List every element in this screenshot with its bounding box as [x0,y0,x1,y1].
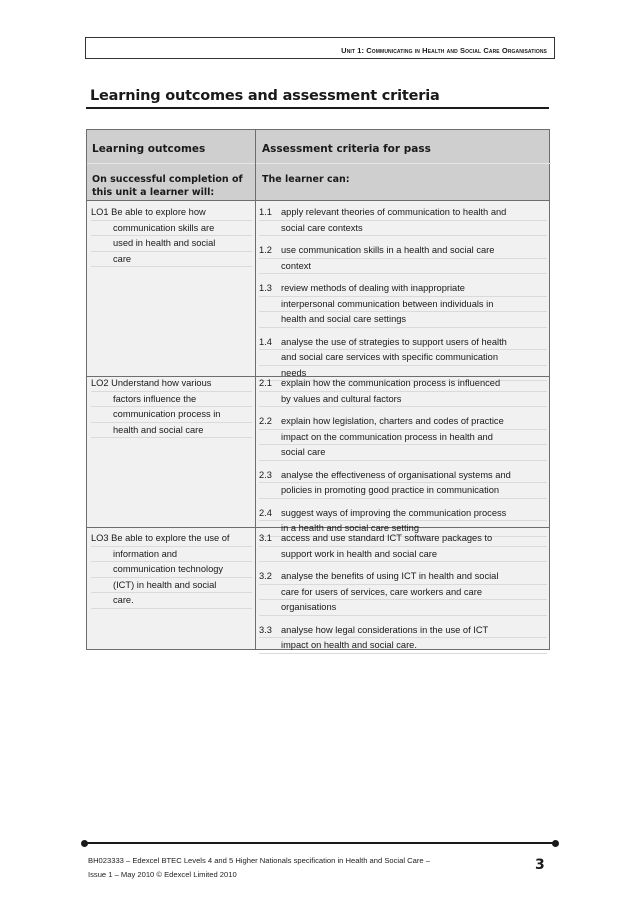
criterion-text: support work in health and social care [259,547,547,563]
criterion-3-1 [259,531,547,562]
col2-subtitle: The learner can: [262,174,350,185]
criterion-text: access and use standard ICT software packages to [281,533,493,543]
criterion-number: 2.4 [259,507,272,518]
lo-line: communication technology [91,562,252,578]
criterion-text: by values and cultural factors [259,392,547,408]
criterion-text: interpersonal communication between individuals in [259,297,547,313]
lo-line: care [91,252,252,268]
criterion-text: apply relevant theories of communication to health and [281,207,507,217]
footer-line-2: Issue 1 – May 2010 © Edexcel Limited 2010 [88,870,237,879]
criterion-text: impact on health and social care. [259,638,547,654]
criterion-text: use communication skills in a health and social care [281,245,495,255]
criterion-number: 1.1 [259,207,272,217]
header-divider-right [256,163,551,164]
criterion-3-3 [259,623,547,654]
criterion-text: suggest ways of improving the communication process [281,507,507,518]
table-header [87,130,549,201]
criterion-text: and social care services with specific communication [259,350,547,366]
running-header [85,37,555,59]
title-rule [86,107,549,109]
lo-line: LO1 Be able to explore how [91,205,252,221]
learning-outcome-3 [91,531,252,609]
criterion-1-1 [259,205,547,236]
criterion-number: 3.1 [259,533,272,543]
col1-subtitle-2: this unit a learner will: [92,187,215,198]
criterion-text: health and social care settings [259,312,547,328]
criterion-2-1 [259,376,547,407]
criterion-3-2 [259,569,547,616]
criterion-number: 3.2 [259,571,272,581]
learning-outcome-1 [91,205,252,267]
criterion-text: explain how legislation, charters and codes of practice [281,416,504,426]
lo-line: (ICT) in health and social [91,578,252,594]
criterion-1-2 [259,243,547,274]
criterion-text: analyse the use of strategies to support users of health [281,336,507,347]
criterion-text: impact on the communication process in health and [259,430,547,446]
criterion-text: policies in promoting good practice in communication [259,483,547,499]
criterion-text: analyse the effectiveness of organisational systems and [281,469,511,480]
lo-line: communication skills are [91,221,252,237]
lo-line: LO2 Understand how various [91,376,252,392]
footer-rule-right-dot [552,840,559,847]
lo-line: health and social care [91,423,252,439]
column-divider [255,130,256,649]
criteria-group-1 [259,205,547,388]
criterion-number: 2.3 [259,469,272,480]
criterion-2-3 [259,468,547,499]
criterion-number: 3.3 [259,624,272,635]
criteria-table [86,129,550,650]
lo-line: factors influence the [91,392,252,408]
col2-title: Assessment criteria for pass [262,143,431,155]
criterion-1-3 [259,281,547,328]
lo-line: care. [91,593,252,609]
criterion-text: analyse how legal considerations in the use of ICT [281,624,489,635]
lo-line: information and [91,547,252,563]
criterion-text: in a health and social care setting [259,521,547,537]
lo-line: LO3 Be able to explore the use of [91,531,252,547]
page-title: Learning outcomes and assessment criteria [90,88,440,104]
criterion-text: social care [259,445,547,461]
footer-line-1: BH023333 – Edexcel BTEC Levels 4 and 5 Higher Nationals specification in Health and Social Care – [88,856,430,865]
col1-subtitle-1: On successful completion of [92,174,243,185]
header-divider-left [87,163,255,164]
criterion-text: analyse the benefits of using ICT in health and social [281,571,499,581]
criterion-text: explain how the communication process is influenced [281,378,501,388]
criterion-number: 1.4 [259,336,272,347]
page-number: 3 [535,857,545,873]
criterion-text: organisations [259,600,547,616]
running-header-text: Unit 1: Communicating in Health and Social Care Organisations [341,46,547,55]
criterion-text: care for users of services, care workers and care [259,585,547,601]
lo-line: communication process in [91,407,252,423]
criterion-text: needs [259,366,547,382]
criterion-2-2 [259,414,547,461]
criterion-text: social care contexts [259,221,547,237]
footer-text [88,854,430,882]
criterion-text: context [259,259,547,275]
footer-rule [84,842,556,844]
criterion-number: 1.2 [259,245,272,255]
criteria-group-2 [259,376,547,544]
criteria-group-3 [259,531,547,661]
learning-outcome-2 [91,376,252,438]
lo-line: used in health and social [91,236,252,252]
criterion-number: 2.2 [259,416,272,426]
criterion-number: 2.1 [259,378,272,388]
col1-title: Learning outcomes [92,143,206,155]
criterion-number: 1.3 [259,283,272,293]
criterion-text: review methods of dealing with inappropriate [281,283,465,293]
criterion-1-4 [259,335,547,382]
